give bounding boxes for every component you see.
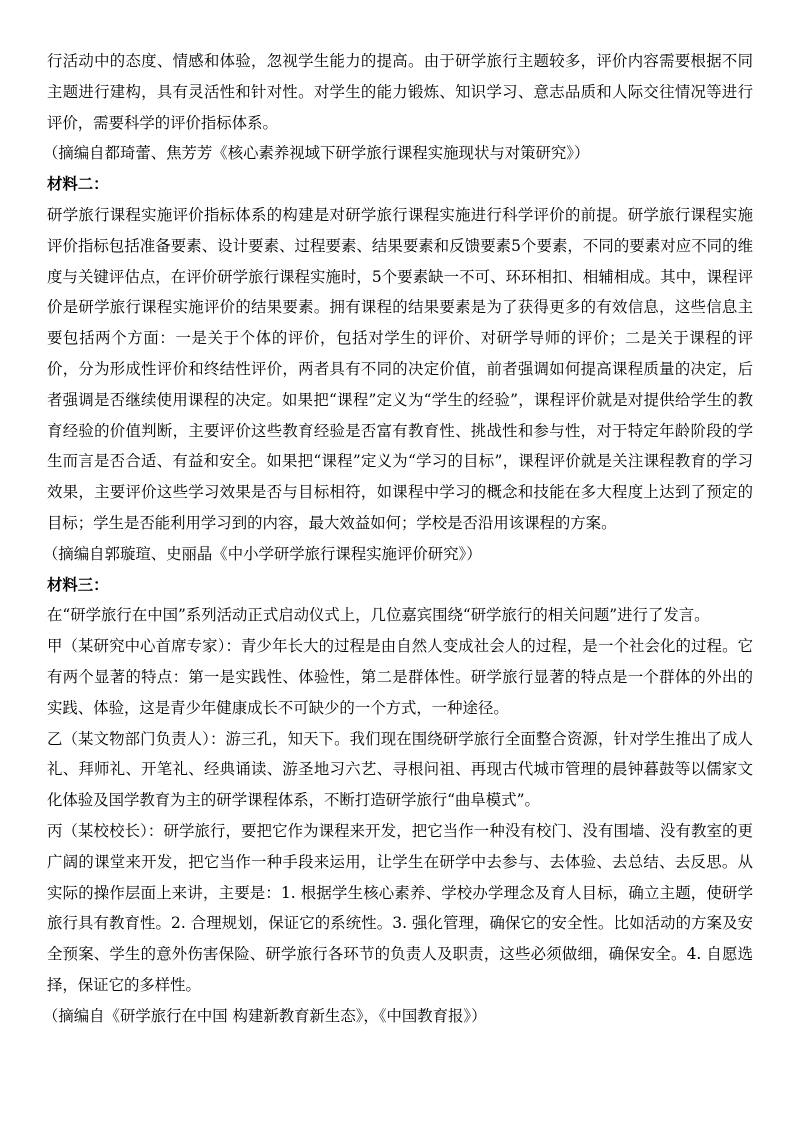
material-2-heading: 材料二： <box>47 175 109 194</box>
source-citation-1: （摘编自都琦蕾、焦芳芳《核心素养视域下研学旅行课程实施现状与对策研究》） <box>43 144 590 163</box>
source-citation-3: （摘编自《研学旅行在中国 构建新教育新生态》，《中国教育报》） <box>43 1006 487 1025</box>
speaker-jia-paragraph: 甲（某研究中心首席专家）：青少年长大的过程是由自然人变成社会人的过程，是一个社会化的过程。它有两个显著的特点：第一是实践性、体验性，第二是群体性。研学旅行显著的特点是一个群体的外出的实践、体验，这是青少年健康成长不可缺少的一个方式，一种途径。 <box>47 637 753 717</box>
speaker-yi-paragraph: 乙（某文物部门负责人）：游三孔，知天下。我们现在围绕研学旅行全面整合资源，针对学生推出了成人礼、拜师礼、开笔礼、经典诵读、游圣地习六艺、寻根问祖、再现古代城市管理的晨钟暮鼓等以儒家文化体验及国学教育为主的研学课程体系，不断打造研学旅行“曲阜模式”。 <box>47 729 753 810</box>
source-citation-2: （摘编自郭璇瑄、史丽晶《中小学研学旅行课程实施评价研究》） <box>43 544 482 563</box>
material-2-paragraph: 研学旅行课程实施评价指标体系的构建是对研学旅行课程实施进行科学评价的前提。研学旅行课程实施评价指标包括准备要素、设计要素、过程要素、结果要素和反馈要素5个要素，不同的要素对应不同的维度与关键评估点，在评价研学旅行课程实施时，5个要素缺一不可、环环相扣、相辅相成。其中，课程评价是研学旅行课程实施评价的结果要素。拥有课程的结果要素是为了获得更多的有效信息，这些信息主要包括两个方面：一是关于个体的评价，包括对学生的评价、对研学导师的评价；二是关于课程的评价，分为形成性评价和终结性评价，两者具有不同的决定价值，前者强调如何提高课程质量的决定，后者强调是否继续使用课程的决定。如果把“课程”定义为“学生的经验”，课程评价就是对提供给学生的教育经验的价值判断，主要评价这些教育经验是否富有教育性、挑战性和参与性，对于特定年龄阶段的学生而言是否合适、有益和安全。如果把“课程”定义为“学习的目标”，课程评价就是关注课程教育的学习效果，主要评价这些学习效果是否与目标相符，如课程中学习的概念和技能在多大程度上达到了预定的目标；学生是否能利用学习到的内容，最大效益如何；学校是否沿用该课程的方案。 <box>47 205 753 532</box>
speaker-bing-paragraph: 丙（某校校长）：研学旅行，要把它作为课程来开发，把它当作一种没有校门、没有围墙、没有教室的更广阔的课堂来开发，把它当作一种手段来运用，让学生在研学中去参与、去体验、去总结、去反思。从实际的操作层面上来讲，主要是：1. 根据学生核心素养、学校办学理念及育人目标，确立主题，使研学旅行具有教育性。2. 合理规划，保证它的系统性。3. 强化管理，确保它的安全性。比如活动的方案及安全预案、学生的意外伤害保险、研学旅行各环节的负责人及职责，这些必须做细，确保安全。4. 自愿选择，保证它的多样性。 <box>47 821 753 994</box>
document-page <box>43 46 753 1032</box>
material-3-intro: 在“研学旅行在中国”系列活动正式启动仪式上，几位嘉宾围绕“研学旅行的相关问题”进行了发言。 <box>47 606 710 625</box>
material-3-heading: 材料三： <box>47 575 109 594</box>
intro-paragraph: 行活动中的态度、情感和体验，忽视学生能力的提高。由于研学旅行主题较多，评价内容需要根据不同主题进行建构，具有灵活性和针对性。对学生的能力锻炼、知识学习、意志品质和人际交往情况等进行评价，需要科学的评价指标体系。 <box>47 52 753 132</box>
